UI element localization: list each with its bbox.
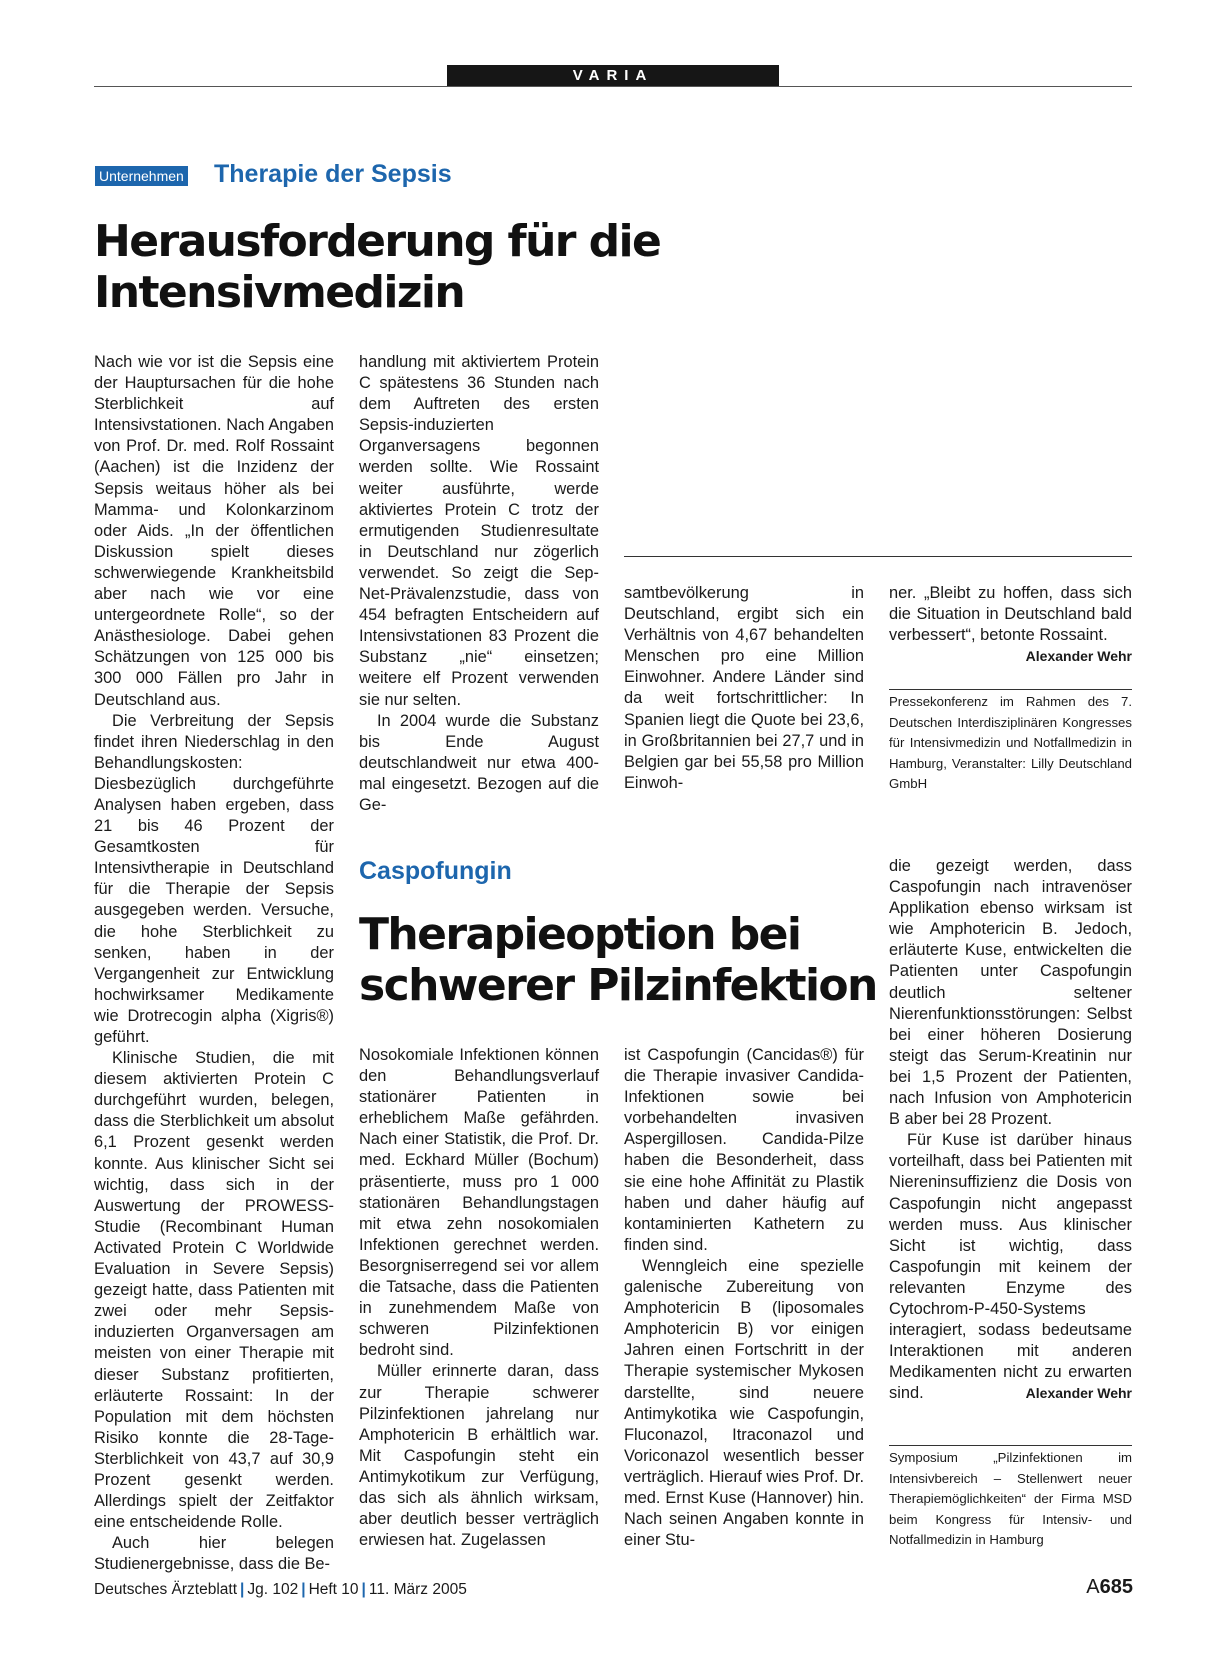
paragraph: Nosokomiale Infektionen können den Behandlungsverlauf stationärer Patienten in erheblichem Maße gefährden. Nach einer Statistik, die Prof. Dr. med. Eckhard Müller (Bochum) präsentierte, muss pro 1 000 stationären Behandlungstagen mit etwa zehn nosokomialen Infektionen gerechnet werden. Besorgniserregend sei vor allem die Tatsache, dass die Patienten in zunehmendem Maße von schweren Pilzinfektionen bedroht sind. bbox=[359, 1046, 599, 1360]
paragraph: Wenngleich eine spezielle galenische Zubereitung von Amphotericin B (liposomales Amphotericin B) vor einigen Jahren einen Fortschritt in der Therapie systemischer Mykosen darstellte, sind neuere Antimykotika wie Caspofungin, Fluconazol, Itraconazol und Voriconazol wesentlich besser verträglich. Hierauf wies Prof. Dr. med. Ernst Kuse (Hannover) hin. Nach seinen Angaben konnte in einer Stu- bbox=[624, 1256, 864, 1550]
article2-column-2 bbox=[359, 1045, 599, 1551]
paragraph-text: ner. „Bleibt zu hoffen, dass sich die Situation in Deutschland bald verbessert“, betonte Rossaint. bbox=[889, 584, 1132, 645]
article1-kicker: Therapie der Sepsis bbox=[214, 160, 452, 188]
article2-column-4 bbox=[889, 856, 1132, 1404]
article1-headline bbox=[94, 216, 660, 318]
note-rule bbox=[889, 689, 1132, 690]
article1-column-2 bbox=[359, 352, 599, 816]
category-badge: Unternehmen bbox=[95, 166, 188, 186]
article1-column-4 bbox=[889, 583, 1132, 667]
journal-date: 11. März 2005 bbox=[368, 1581, 467, 1598]
article1-headline-line2: Intensivmedizin bbox=[94, 267, 465, 318]
author-name: Alexander Wehr bbox=[1025, 1385, 1132, 1402]
article1-headline-line1: Herausforderung für die bbox=[94, 216, 661, 267]
paragraph bbox=[889, 1130, 1132, 1404]
page-number-value: 685 bbox=[1099, 1576, 1133, 1598]
paragraph bbox=[889, 583, 1132, 665]
article2-kicker: Caspofungin bbox=[359, 857, 512, 885]
separator: | bbox=[301, 1581, 306, 1598]
section-label: VARIA bbox=[447, 65, 779, 86]
paragraph: die gezeigt werden, dass Caspofungin nach intravenöser Applikation ebenso wirksam ist wie Amphotericin B. Jedoch, erläuterte Kuse, entwickelten die Patienten unter Caspofungin deutlich seltener Nierenfunktionsstörungen: Selbst bei einer höheren Dosierung steigt das Serum-Kreatinin nur bei 1,5 Prozent der Patienten, nach Infusion von Amphotericin B aber bei 28 Prozent. bbox=[889, 857, 1132, 1129]
separator: | bbox=[361, 1581, 366, 1598]
paragraph: Die Verbreitung der Sepsis findet ihren Niederschlag in den Behandlungskosten: Diesbezüglich durchgeführte Analysen haben ergeben, dass 21 bis 46 Prozent der Gesamtkosten für Intensivtherapie in Deutschland für die Therapie der Sepsis ausgegeben werden. Versuche, die hohe Sterblichkeit zu senken, haben in der Vergangenheit zur Entwicklung hochwirksamer Medikamente wie Drotrecogin alpha (Xigris®) geführt. bbox=[94, 711, 334, 1046]
paragraph: Auch hier belegen Studienergebnisse, dass die Be- bbox=[94, 1534, 334, 1574]
article2-headline bbox=[359, 909, 877, 1011]
article2-headline-line2: schwerer Pilzinfektion bbox=[359, 960, 877, 1011]
column-divider-rule bbox=[624, 556, 1132, 557]
header-rule bbox=[94, 86, 1132, 87]
paragraph: handlung mit aktiviertem Protein C spätestens 36 Stunden nach dem Auftreten des ersten Sepsis-induzierten Organversagens begonnen werden sollte. Wie Rossaint weiter ausführte, werde aktiviertes Protein C trotz der ermutigenden Studienresultate in Deutschland nur zögerlich verwendet. So zeigt die Sep-Net-Prävalenzstudie, dass von 454 befragten Entscheidern auf Intensivstationen 83 Prozent die Substanz „nie“ einsetzen; weitere elf Prozent verwenden sie nur selten. bbox=[359, 353, 599, 709]
paragraph: Klinische Studien, die mit diesem aktivierten Protein C durchgeführt wurden, belegen, dass die Sterblichkeit um absolut 6,1 Prozent gesenkt werden konnte. Aus klinischer Sicht sei wichtig, dass sich in der Auswertung der PROWESS-Studie (Recombinant Human Activated Protein C Worldwide Evaluation in Severe Sepsis) gezeigt hatte, dass Patienten mit zwei oder mehr Sepsis-induzierten Organversagen am meisten von einer Therapie mit dieser Substanz profitierten, erläuterte Rossaint: In der Population mit dem höchsten Risiko konnte die 28-Tage-Sterblichkeit von 43,7 auf 30,9 Prozent gesenkt werden. Allerdings spielt der Zeitfaktor eine entscheidende Rolle. bbox=[94, 1049, 334, 1532]
paragraph: ist Caspofungin (Cancidas®) für die Therapie invasiver Candida-Infektionen sowie bei vorbehandelten invasiven Aspergillosen. Candida-Pilze haben die Besonderheit, dass sie eine hohe Affinität zu Plastik haben und daher häufig auf kontaminierten Kathetern zu finden sind. bbox=[624, 1046, 864, 1254]
journal-citation bbox=[94, 1580, 467, 1600]
paragraph: Nach wie vor ist die Sepsis eine der Hauptursachen für die hohe Sterblichkeit auf Intensivstationen. Nach Angaben von Prof. Dr. med. Rolf Rossaint (Aachen) ist die Inzidenz der Sepsis weitaus höher als bei Mamma- und Kolonkarzinom oder Aids. „In der öffentlichen Diskussion spielt dieses schwerwiegende Krankheitsbild aber nach wie vor eine untergeordnete Rolle“, so der Anästhesiologe. Dabei gehen Schätzungen von 125 000 bis 300 000 Fällen pro Jahr in Deutschland aus. bbox=[94, 353, 334, 709]
note-rule bbox=[889, 1445, 1132, 1446]
paragraph: In 2004 wurde die Substanz bis Ende August deutschlandweit nur etwa 400-mal eingesetzt. Bezogen auf die Ge- bbox=[359, 711, 599, 814]
journal-name: Deutsches Ärzteblatt bbox=[94, 1581, 238, 1598]
article2-headline-line1: Therapieoption bei bbox=[359, 909, 801, 960]
article1-source-note: Pressekonferenz im Rahmen des 7. Deutschen Interdisziplinären Kongresses für Intensivmedizin und Notfallmedizin in Hamburg, Veranstalter: Lilly Deutschland GmbH bbox=[889, 694, 1132, 791]
article2-column-3 bbox=[624, 1045, 864, 1551]
article1-column-3 bbox=[624, 583, 864, 794]
page-prefix: A bbox=[1086, 1576, 1100, 1598]
separator: | bbox=[240, 1581, 245, 1598]
author-name: Alexander Wehr bbox=[1025, 648, 1132, 665]
article1-column-1 bbox=[94, 352, 334, 1575]
journal-volume: Jg. 102 bbox=[247, 1581, 299, 1598]
paragraph: Müller erinnerte daran, dass zur Therapie schwerer Pilzinfektionen jahrelang nur Amphotericin B erhältlich war. Mit Caspofungin steht ein Antimykotikum zur Verfügung, das sich als ähnlich wirksam, aber deutlich besser verträglich erwiesen hat. Zugelassen bbox=[359, 1362, 599, 1550]
article2-source-note: Symposium „Pilzinfektionen im Intensivbereich – Stellenwert neuer Therapiemöglichkeiten“ der Firma MSD beim Kongress für Intensiv- und Notfallmedizin in Hamburg bbox=[889, 1450, 1132, 1547]
journal-issue: Heft 10 bbox=[308, 1581, 359, 1598]
page-number bbox=[1086, 1575, 1133, 1599]
paragraph: samtbevölkerung in Deutschland, ergibt sich ein Verhältnis von 4,67 behandelten Menschen pro eine Million Einwohner. Andere Länder sind da weit fortschrittlicher: In Spanien liegt die Quote bei 23,6, in Großbritannien bei 27,7 und in Belgien gar bei 55,58 pro Million Einwoh- bbox=[624, 584, 864, 792]
paragraph-text: Für Kuse ist darüber hinaus vorteilhaft, dass bei Patienten mit Niereninsuffizienz die Dosis von Caspofungin nicht angepasst werden muss. Aus klinischer Sicht ist wichtig, dass Caspofungin mit keinem der relevanten Enzyme des Cytochrom-P-450-Systems interagiert, sodass bedeutsame Interaktionen mit anderen Medikamenten nicht zu erwarten sind. bbox=[889, 1131, 1132, 1403]
